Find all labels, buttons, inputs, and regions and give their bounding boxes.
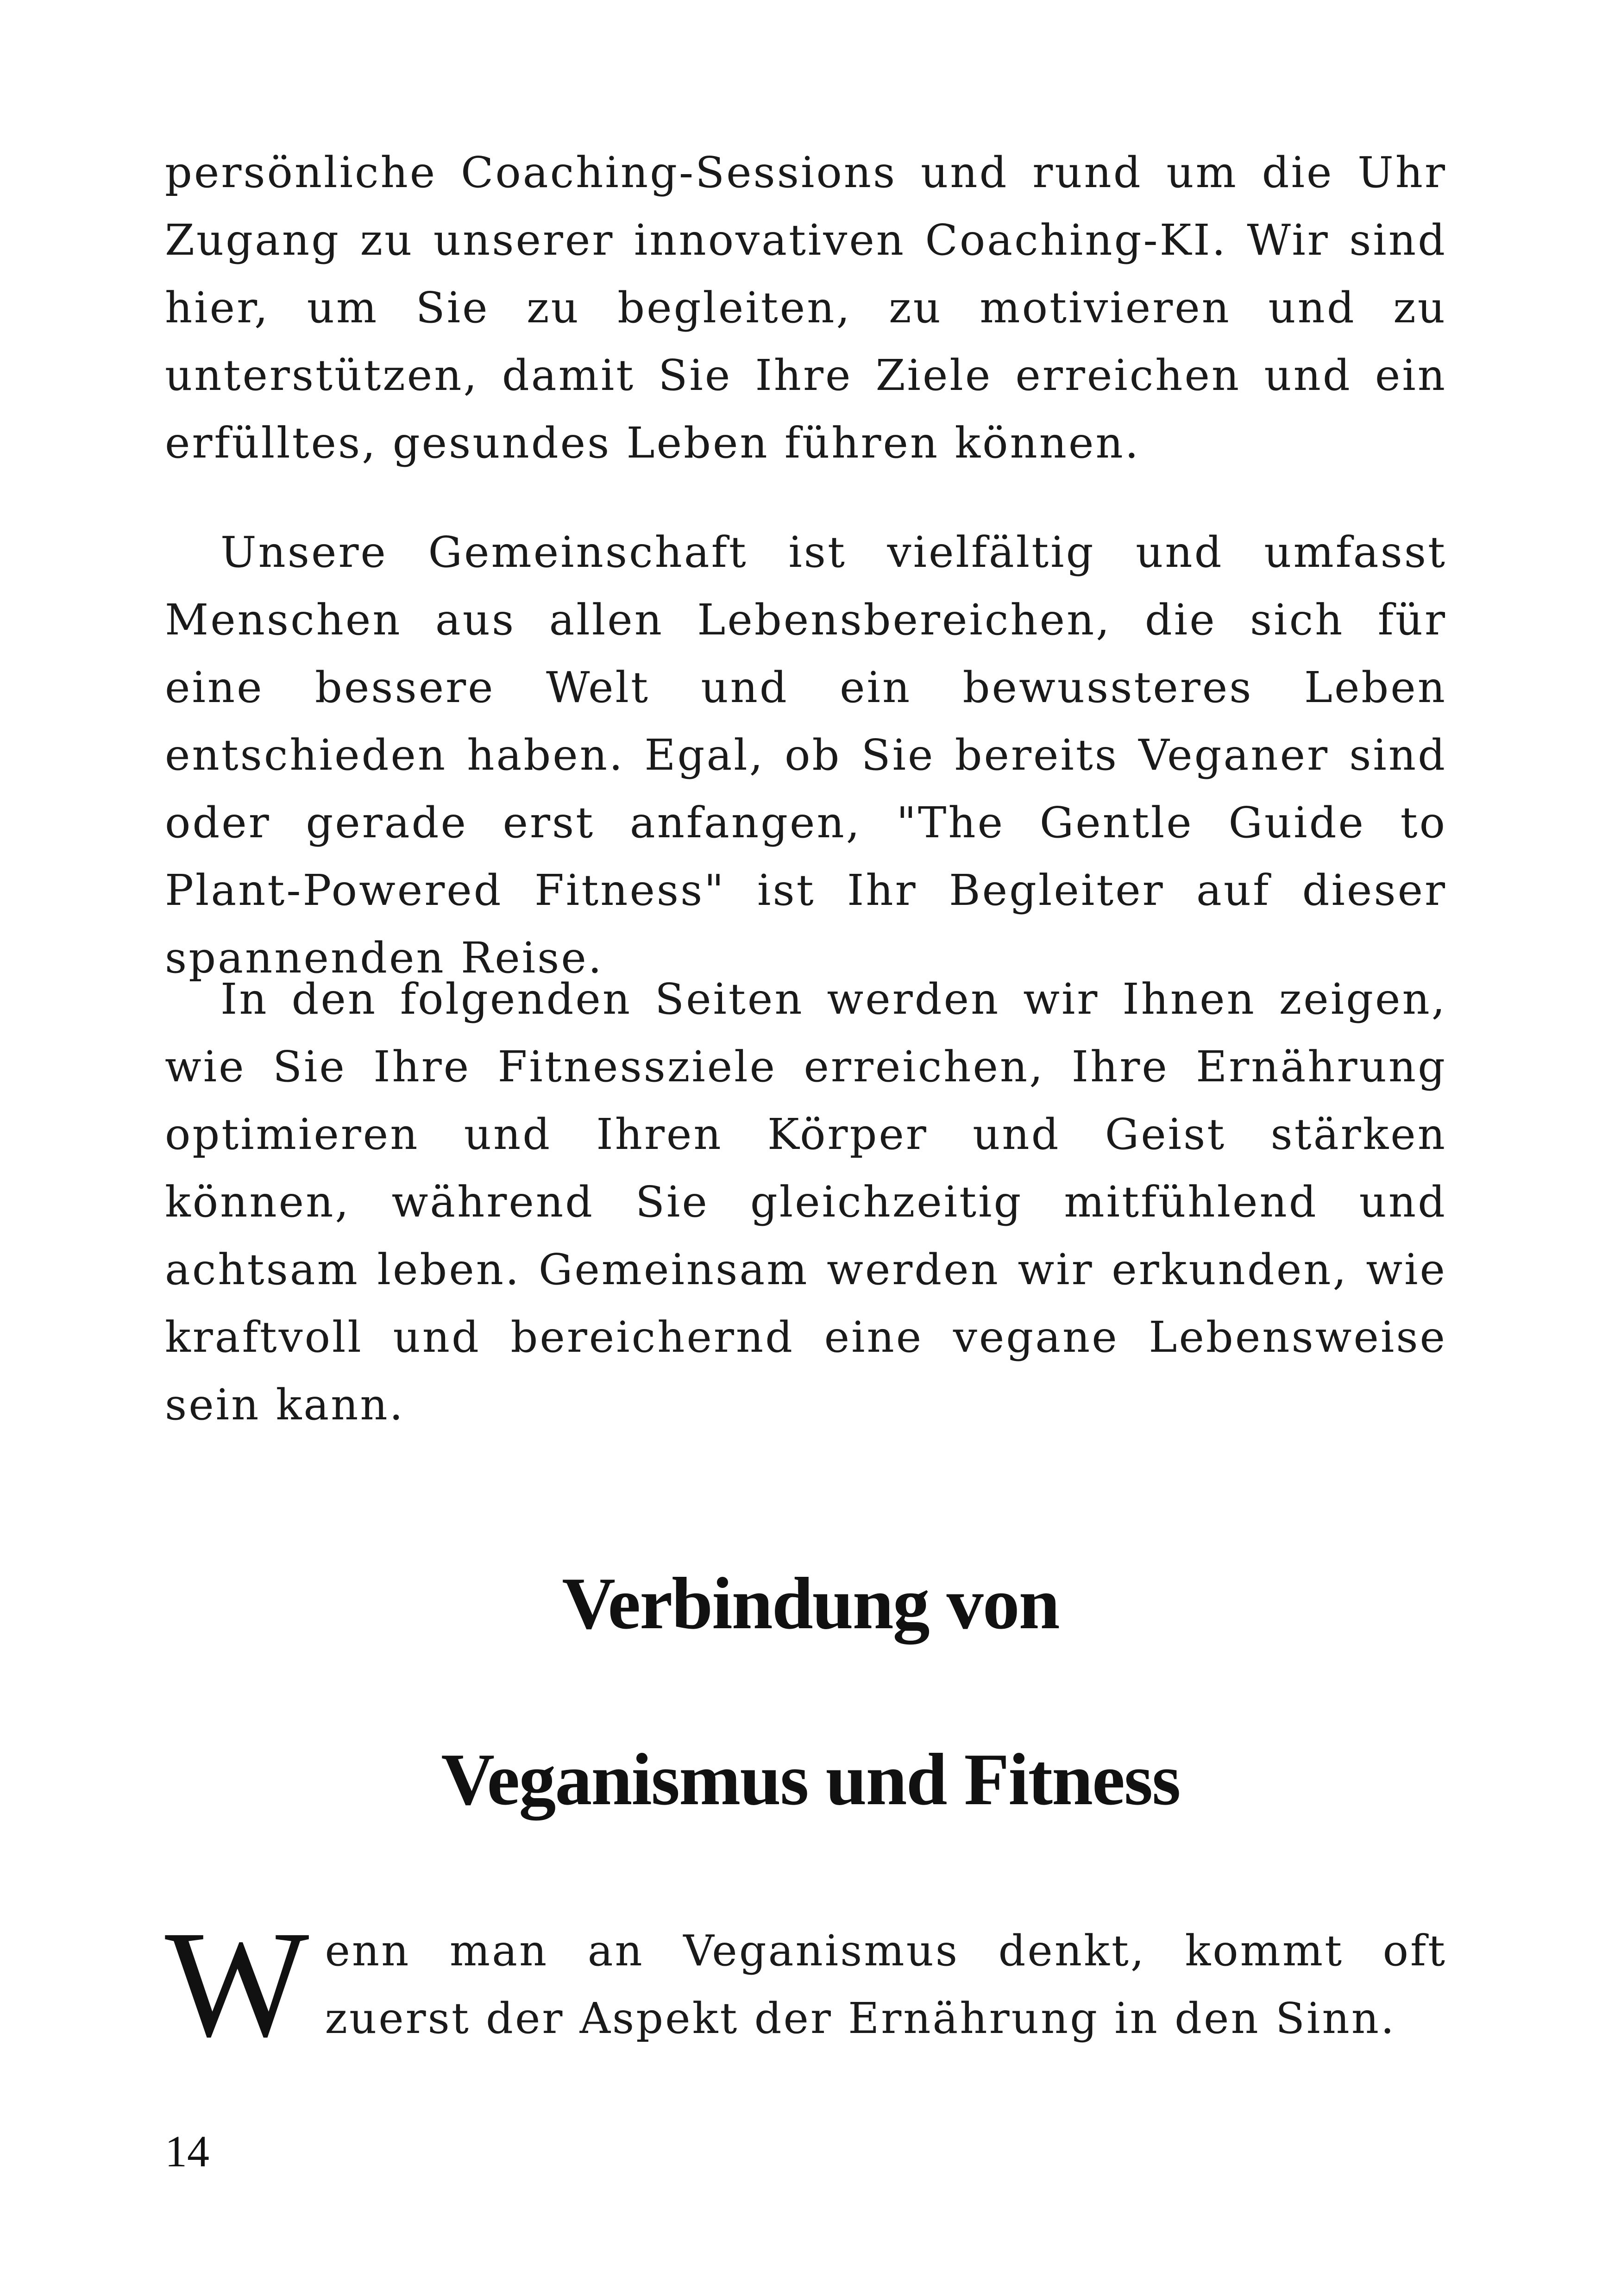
dropcap-paragraph (165, 1900, 1447, 2069)
dropcap-paragraph-text: enn man an Veganismus denkt, kommt oft zuerst der Aspekt der Ernährung in den Sinn. (325, 1926, 1447, 2043)
paragraph-3 (165, 966, 1447, 1439)
paragraph-1 (165, 139, 1447, 477)
paragraph-2 (165, 519, 1447, 992)
paragraph-3-text: In den folgenden Seiten werden wir Ihnen zeigen, wie Sie Ihre Fitnessziele erreichen, Ihre Ernährung optimieren und Ihren Körper und Geist stärken können, während Sie gleichzeitig mitfühlend und achtsam leben. Gemeinsam werden wir erkunden, wie kraftvoll und bereichernd eine vegane Lebensweise sein kann. (165, 974, 1447, 1430)
paragraph-2-text: Unsere Gemeinschaft ist vielfältig und umfasst Menschen aus allen Lebensbereichen, die sich für eine bessere Welt und ein bewussteres Leben entschieden haben. Egal, ob Sie bereits Veganer sind oder gerade erst anfangen, "The Gentle Guide to Plant-Powered Fitness" ist Ihr Begleiter auf dieser spannenden Reise. (165, 527, 1447, 983)
chapter-heading-line-1: Verbindung von (562, 1562, 1059, 1644)
paragraph-1-text: persönliche Coaching-Sessions und rund um die Uhr Zugang zu unserer innovativen Coaching-KI. Wir sind hier, um Sie zu begleiten, zu motivieren und zu unterstützen, damit Sie Ihre Ziele erreichen und ein erfülltes, gesundes Leben führen können. (165, 148, 1447, 468)
chapter-heading-line-2: Veganismus und Fitness (441, 1738, 1180, 1820)
page-number: 14 (165, 2127, 209, 2176)
drop-cap-initial: W (165, 1900, 311, 2069)
